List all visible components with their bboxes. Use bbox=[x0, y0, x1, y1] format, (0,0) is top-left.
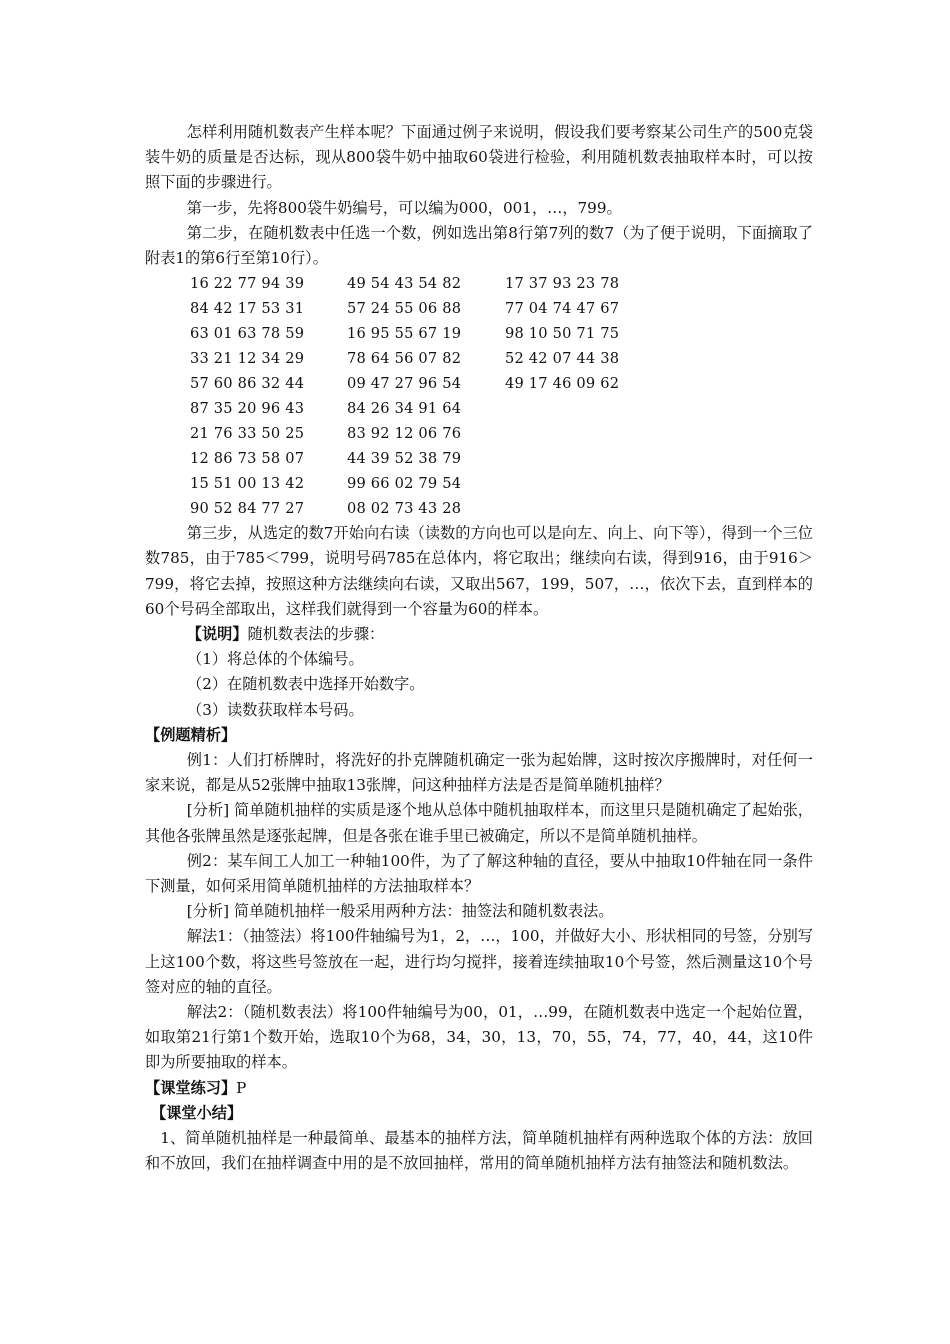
table-cell: 99 66 02 79 54 bbox=[347, 475, 462, 493]
practice-line bbox=[145, 1076, 813, 1101]
table-cell: 12 86 73 58 07 bbox=[190, 450, 305, 468]
document-body bbox=[145, 120, 813, 1177]
table-cell: 98 10 50 71 75 bbox=[505, 325, 620, 343]
table-cell: 78 64 56 07 82 bbox=[347, 350, 462, 368]
step-item: （1）将总体的个体编号。 bbox=[187, 650, 364, 669]
table-cell: 16 95 55 67 19 bbox=[347, 325, 462, 343]
step-item: （2）在随机数表中选择开始数字。 bbox=[187, 675, 425, 694]
table-cell bbox=[505, 421, 655, 446]
analysis2-paragraph: [分析] 简单随机抽样一般采用两种方法：抽签法和随机数表法。 bbox=[186, 902, 614, 921]
table-cell bbox=[505, 446, 655, 471]
table-cell: 08 02 73 43 28 bbox=[347, 500, 462, 518]
table-cell bbox=[505, 471, 655, 496]
solution1-paragraph: 解法1：（抽签法）将100件轴编号为1，2，…，100，并做好大小、形状相同的号签，分别写上这100个数，将这些号签放在一起，进行均匀搅拌，接着连续抽取10个号签，然后测量这10个号签对应的轴的直径。 bbox=[145, 927, 813, 996]
table-cell: 33 21 12 34 29 bbox=[190, 350, 305, 368]
step-item: （3）读数获取样本号码。 bbox=[187, 700, 364, 719]
summary1-paragraph: 1、简单随机抽样是一种最简单、最基本的抽样方法，简单随机抽样有两种选取个体的方法：放回和不放回，我们在抽样调查中用的是不放回抽样，常用的简单随机抽样方法有抽签法和随机数法。 bbox=[145, 1129, 813, 1173]
example1-paragraph: 例1：人们打桥牌时，将洗好的扑克牌随机确定一张为起始牌，这时按次序搬牌时，对任何一家来说，都是从52张牌中抽取13张牌，问这种抽样方法是否是简单随机抽样？ bbox=[145, 751, 813, 795]
table-cell: 57 24 55 06 88 bbox=[347, 300, 462, 318]
step1-paragraph: 第一步，先将800袋牛奶编号，可以编为000，001，…，799。 bbox=[186, 198, 622, 217]
table-cell: 17 37 93 23 78 bbox=[505, 275, 620, 293]
note-heading: 【说明】 bbox=[186, 625, 248, 644]
table-cell: 77 04 74 47 67 bbox=[505, 300, 620, 318]
table-cell: 83 92 12 06 76 bbox=[347, 425, 462, 443]
table-cell: 09 47 27 96 54 bbox=[347, 375, 462, 393]
table-cell: 52 42 07 44 38 bbox=[505, 350, 620, 368]
table-cell: 84 26 34 91 64 bbox=[347, 400, 462, 418]
table-cell: 15 51 00 13 42 bbox=[190, 475, 305, 493]
note-text: 随机数表法的步骤： bbox=[247, 625, 385, 644]
table-cell: 21 76 33 50 25 bbox=[190, 425, 305, 443]
table-cell: 49 54 43 54 82 bbox=[347, 275, 462, 293]
analysis1-paragraph: [分析] 简单随机抽样的实质是逐个地从总体中随机抽取样本，而这里只是随机确定了起始张，其他各张牌虽然是逐张起牌，但是各张在谁手里已被确定，所以不是简单随机抽样。 bbox=[145, 801, 813, 845]
step2-paragraph: 第二步，在随机数表中任选一个数，例如选出第8行第7列的数7（为了便于说明，下面摘取了附表1的第6行至第10行）。 bbox=[145, 223, 813, 268]
examples-heading: 【例题精析】 bbox=[145, 725, 237, 744]
solution2-paragraph: 解法2：（随机数表法）将100件轴编号为00，01，…99，在随机数表中选定一个起始位置，如取第21行第1个数开始，选取10个为68，34，30，13，70，55，74，77，40，44，这10件即为所要抽取的样本。 bbox=[145, 1003, 813, 1072]
table-cell: 49 17 46 09 62 bbox=[505, 375, 620, 393]
table-cell bbox=[505, 496, 655, 521]
note-line bbox=[145, 622, 813, 647]
example2-paragraph: 例2：某车间工人加工一种轴100件，为了了解这种轴的直径，要从中抽取10件轴在同一条件下测量，如何采用简单随机抽样的方法抽取样本？ bbox=[145, 851, 813, 896]
summary-heading: 【课堂小结】 bbox=[151, 1103, 243, 1122]
step3-paragraph: 第三步，从选定的数7开始向右读（读数的方向也可以是向左、向上、向下等），得到一个三位数785，由于785＜799，说明号码785在总体内，将它取出；继续向右读，得到916，由于916＞799，将它去掉，按照这种方法继续向右读，又取出567，199，507，…，依次下去，直到样本的60个号码全部取出，这样我们就得到一个容量为60的样本。 bbox=[145, 524, 813, 618]
practice-text: P bbox=[236, 1078, 247, 1097]
table-cell: 44 39 52 38 79 bbox=[347, 450, 462, 468]
practice-heading: 【课堂练习】 bbox=[145, 1078, 237, 1097]
table-cell: 63 01 63 78 59 bbox=[190, 325, 305, 343]
table-cell: 84 42 17 53 31 bbox=[190, 300, 305, 318]
intro-paragraph: 怎样利用随机数表产生样本呢？下面通过例子来说明，假设我们要考察某公司生产的500克袋装牛奶的质量是否达标，现从800袋牛奶中抽取60袋进行检验，利用随机数表抽取样本时，可以按照下面的步骤进行。 bbox=[145, 123, 813, 192]
random-number-table bbox=[145, 271, 813, 521]
table-cell: 90 52 84 77 27 bbox=[190, 500, 305, 518]
table-cell: 87 35 20 96 43 bbox=[190, 400, 305, 418]
table-cell: 57 60 86 32 44 bbox=[190, 375, 305, 393]
table-cell: 16 22 77 94 39 bbox=[190, 275, 305, 293]
table-cell bbox=[505, 396, 655, 421]
